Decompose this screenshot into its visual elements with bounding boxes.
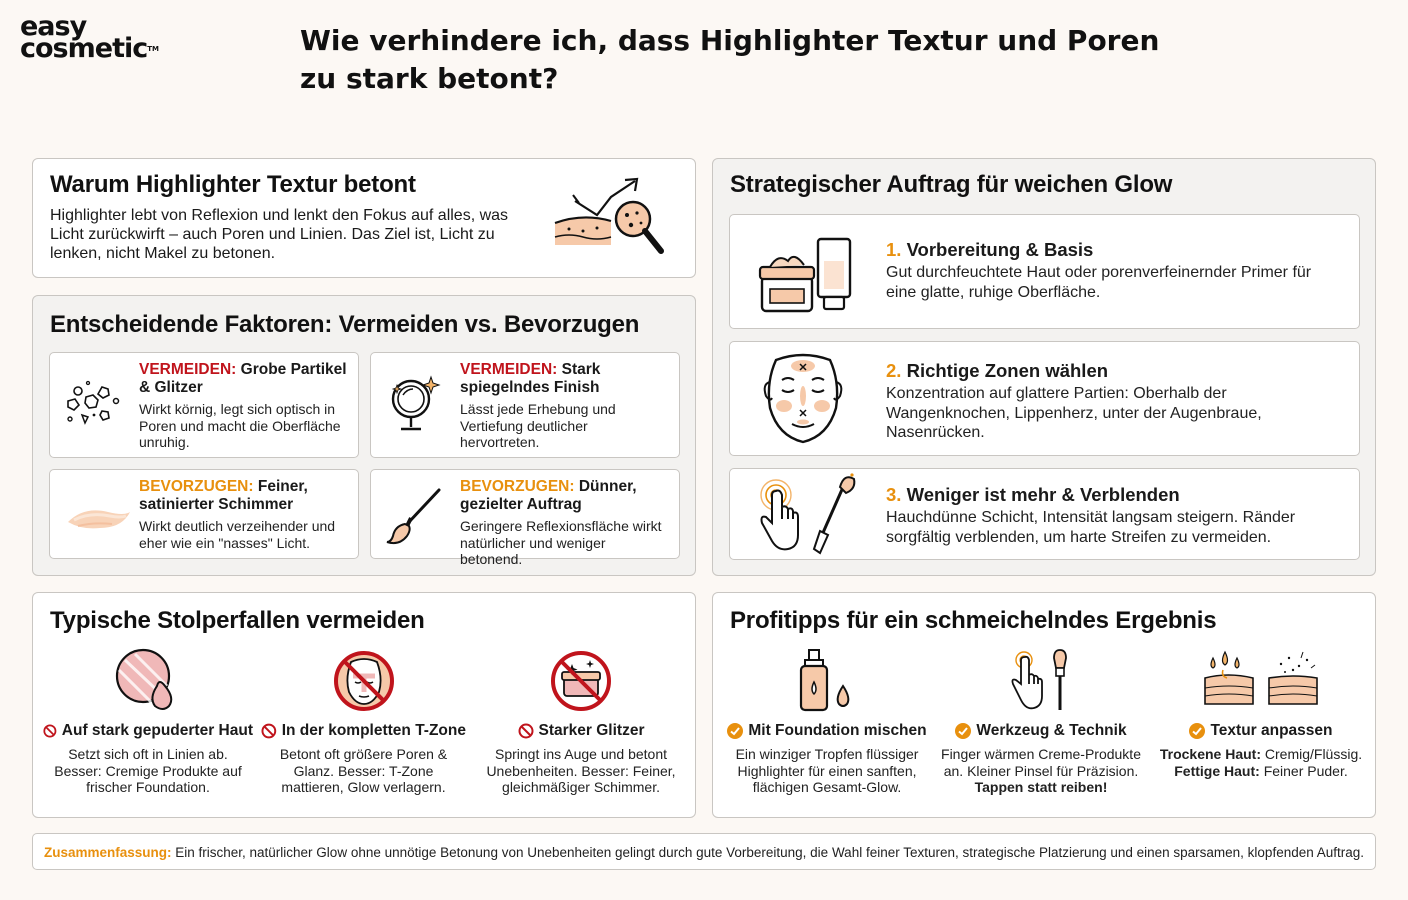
brush-icon [385, 486, 445, 546]
mirror-icon [385, 375, 445, 435]
factor-card-prefer-thin [370, 469, 680, 567]
tip-heading: Werkzeug & Technik [941, 722, 1141, 740]
factor-card-avoid-mirror [370, 352, 680, 458]
magnifier-skin-icon [553, 175, 678, 265]
tip-desc [1159, 746, 1363, 779]
check-circle-icon [1189, 723, 1205, 739]
factor-heading: VERMEIDEN: Stark spiegelndes Finish [460, 361, 601, 396]
strategy-title: Strategischer Auftrag für weichen Glow [730, 171, 1173, 198]
pitfall-desc: Setzt sich oft in Linien ab. Besser: Cremige Produkte auf frischer Foundation. [54, 746, 242, 795]
factor-body [460, 478, 669, 568]
pitfalls-title: Typische Stolperfallen vermeiden [50, 607, 425, 634]
step-card-3 [729, 468, 1360, 560]
tip-desc: Finger wärmen Creme-Produkte an. Kleiner Pinsel für Präzision. Tappen statt reiben! [941, 746, 1141, 795]
pitfall-desc: Betont oft größere Poren & Glanz. Besser: T-Zone mattieren, Glow verlagern. [279, 746, 448, 795]
step-body [886, 484, 1345, 547]
factor-body [139, 478, 348, 551]
step-desc: Gut durchfeuchtete Haut oder porenverfeinernder Primer für eine glatte, ruhige Oberfläche. [886, 264, 1312, 301]
step-heading: 3. Weniger ist mehr & Verblenden [886, 484, 1180, 505]
factor-desc: Wirkt körnig, legt sich optisch in Poren und macht die Oberfläche unruhig. [139, 401, 341, 450]
step-heading: 2. Richtige Zonen wählen [886, 360, 1109, 381]
tip-item-texture [1159, 648, 1363, 779]
summary-label: Zusammenfassung: [43, 845, 172, 860]
factor-desc: Geringere Reflexionsfläche wirkt natürlicher und weniger betonend. [460, 518, 662, 567]
tip-item-foundation [727, 648, 927, 796]
forbidden-icon [518, 723, 534, 739]
forbidden-icon [261, 723, 277, 739]
factor-card-avoid-glitter [49, 352, 359, 458]
factor-desc: Lässt jede Erhebung und Vertiefung deutlicher hervortreten. [460, 401, 616, 450]
factor-heading: BEVORZUGEN: Dünner, gezielter Auftrag [460, 478, 637, 513]
factor-desc: Wirkt deutlich verzeihender und eher wie ein "nasses" Licht. [139, 518, 336, 551]
tip-heading: Textur anpassen [1159, 722, 1363, 740]
factor-heading: VERMEIDEN: Grobe Partikel & Glitzer [139, 361, 347, 396]
cream-tube-icon [748, 225, 858, 317]
brand-line-2: cosmetic™ [20, 33, 159, 64]
summary-bar [32, 833, 1376, 870]
pitfall-heading: In der kompletten T-Zone [261, 722, 466, 740]
factor-heading: BEVORZUGEN: Feiner, satinierter Schimmer [139, 478, 308, 513]
pitfall-desc: Springt ins Auge und betont Unebenheiten. Besser: Feiner, gleichmäßiger Schimmer. [486, 746, 676, 795]
factor-body [139, 361, 348, 451]
brand-line-1: easy [20, 11, 87, 42]
summary-text: Ein frischer, natürlicher Glow ohne unnötige Betonung von Unebenheiten gelingt durch gute Vorbereitung, die Wahl feiner Texturen, strategische Platzierung und einen sparsamen, klopfenden Auftrag. [171, 845, 1365, 860]
pitfall-item-glitter [476, 648, 686, 796]
strategy-panel [712, 158, 1376, 576]
why-text: Highlighter lebt von Reflexion und lenkt den Fokus auf alles, was Licht zurückwirft – auch Poren und Linien. Das Ziel ist, Licht zu lenken, nicht Makel zu betonen. [50, 207, 509, 262]
step-card-1 [729, 214, 1360, 329]
no-tzone-icon [331, 648, 397, 714]
tip-line-dry: Trockene Haut: Cremig/Flüssig. [1159, 746, 1363, 762]
finger-brush-icon [748, 473, 858, 559]
check-circle-icon [727, 723, 743, 739]
foundation-drop-icon [797, 648, 857, 714]
step-desc: Konzentration auf glattere Partien: Oberhalb der Wangenknochen, Lippenherz, unter der Augenbraue, Nasenrücken. [886, 385, 1262, 441]
factors-panel [32, 295, 696, 576]
powder-puff-icon [113, 648, 183, 714]
step-card-2 [729, 341, 1360, 456]
step-desc: Hauchdünne Schicht, Intensität langsam steigern. Ränder sorgfältig verblenden, um harte Streifen zu vermeiden. [886, 509, 1296, 546]
tip-line-oily: Fettige Haut: Feiner Puder. [1174, 762, 1348, 779]
pitfall-item-powder [43, 648, 253, 796]
trademark: TM [147, 45, 159, 53]
pitfalls-panel [32, 592, 696, 818]
tools-icon [1006, 648, 1076, 714]
step-body [886, 239, 1345, 302]
tip-desc: Ein winziger Tropfen flüssiger Highlighter für einen sanften, flächigen Gesamt-Glow. [735, 746, 919, 795]
no-glitter-icon [548, 648, 614, 714]
factors-title: Entscheidende Faktoren: Vermeiden vs. Bevorzugen [50, 311, 640, 338]
factor-body [460, 361, 669, 451]
pitfall-heading: Starker Glitzer [476, 722, 686, 740]
glitter-particles-icon [64, 375, 124, 435]
tip-emphasis: Tappen statt reiben! [974, 779, 1108, 795]
why-panel [32, 158, 696, 278]
skin-layers-icon [1203, 648, 1319, 714]
pitfall-item-tzone [261, 648, 466, 796]
face-zones-icon [748, 352, 858, 444]
tip-heading: Mit Foundation mischen [727, 722, 927, 740]
factor-card-prefer-shimmer [49, 469, 359, 559]
step-heading: 1. Vorbereitung & Basis [886, 239, 1094, 260]
brand-logo [20, 11, 190, 64]
forbidden-icon [43, 723, 57, 739]
shimmer-swatch-icon [64, 488, 134, 548]
step-body [886, 360, 1345, 443]
why-title: Warum Highlighter Textur betont [50, 171, 416, 198]
tips-panel [712, 592, 1376, 818]
tips-title: Profitipps für ein schmeichelndes Ergebnis [730, 607, 1217, 634]
pitfall-heading: Auf stark gepuderter Haut [43, 722, 253, 740]
tip-item-tools [941, 648, 1141, 796]
page-title: Wie verhindere ich, dass Highlighter Textur und Poren zu stark betont? [300, 24, 1160, 95]
check-circle-icon [955, 723, 971, 739]
